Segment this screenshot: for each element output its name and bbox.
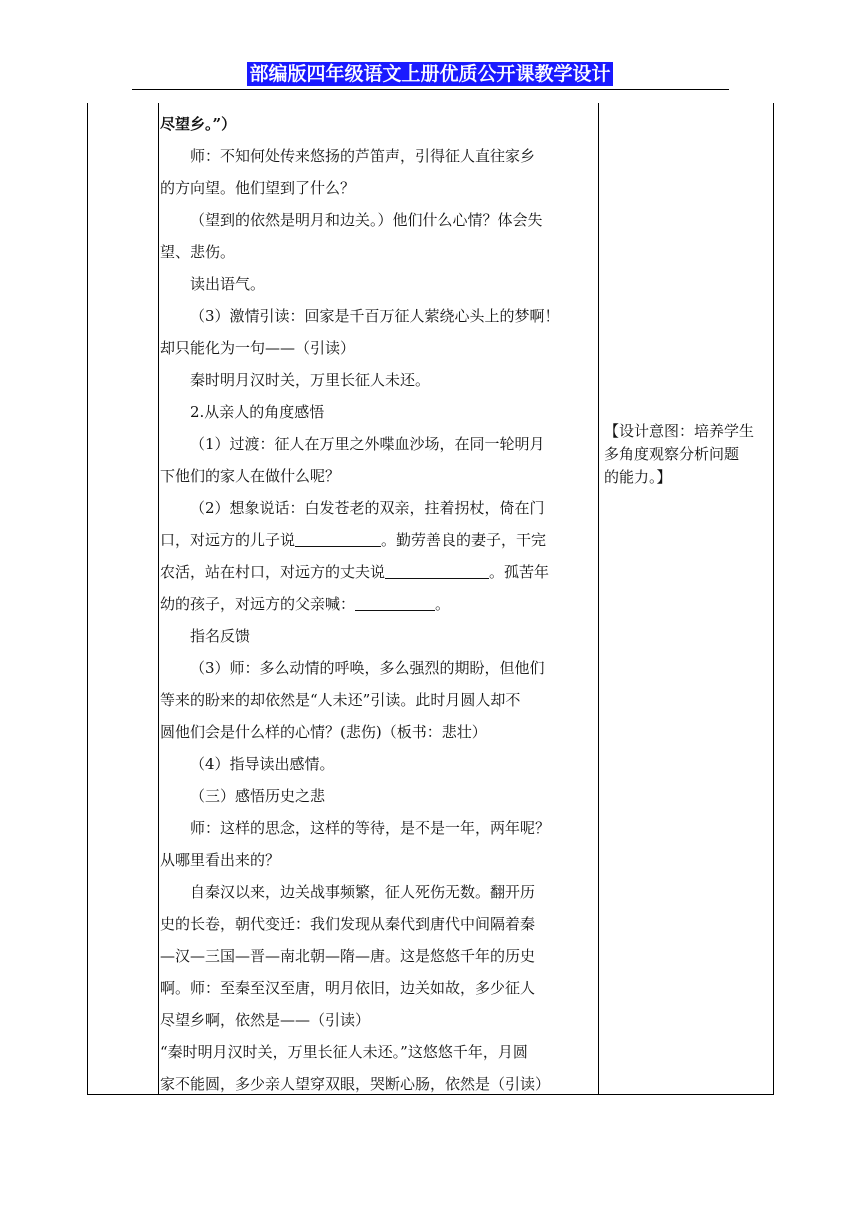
fill-in-blank — [385, 560, 489, 579]
document-header — [0, 62, 860, 86]
content-line: 尽望乡。”） — [160, 115, 237, 133]
content-line: 自秦汉以来，边关战事频繁，征人死伤无数。翻开历 — [190, 883, 536, 901]
content-line: “秦时明月汉时关，万里长征人未还。”这悠悠千年，月圆 — [160, 1043, 528, 1061]
table-left-border — [87, 103, 88, 1095]
line-text: 农活，站在村口，对远方的丈夫说 — [160, 563, 386, 581]
line-text: 。孤苦年 — [489, 563, 550, 581]
content-line — [160, 588, 596, 620]
content-line: （3）师：多么动情的呼唤，多么强烈的期盼，但他们 — [190, 659, 545, 677]
line-text: 。 — [435, 595, 451, 613]
content-line: （1）过渡：征人在万里之外喋血沙场，在同一轮明月 — [190, 435, 545, 453]
content-line: （三）感悟历史之悲 — [190, 787, 326, 805]
content-line: 史的长卷，朝代变迁：我们发现从秦代到唐代中间隔着秦 — [160, 915, 536, 933]
content-line: 指名反馈 — [190, 627, 251, 645]
line-text: 口，对远方的儿子说 — [160, 531, 296, 549]
content-line: 2.从亲人的角度感悟 — [190, 403, 325, 421]
side-note-line: 【设计意图：培养学生 — [604, 422, 755, 440]
table-right-border — [773, 103, 774, 1095]
header-title: 部编版四年级语文上册优质公开课教学设计 — [249, 63, 611, 85]
content-line: 却只能化为一句——（引读） — [160, 339, 356, 357]
content-line: 下他们的家人在做什么呢？ — [160, 467, 341, 485]
content-line: 家不能圆，多少亲人望穿双眼，哭断心肠，依然是（引读） — [160, 1075, 551, 1093]
side-note-line: 的能力。】 — [604, 468, 672, 486]
content-line: 圆他们会是什么样的心情？(悲伤)（板书：悲壮） — [160, 723, 487, 741]
content-line: 秦时明月汉时关，万里长征人未还。 — [190, 371, 431, 389]
content-line: 尽望乡啊，依然是——（引读） — [160, 1011, 371, 1029]
side-note-line: 多角度观察分析问题 — [604, 445, 740, 463]
fill-in-blank — [295, 528, 381, 547]
fill-in-blank — [355, 592, 435, 611]
line-text: 幼的孩子，对远方的父亲喊： — [160, 595, 356, 613]
content-line: 师：不知何处传来悠扬的芦笛声，引得征人直往家乡 — [190, 147, 536, 165]
line-text: 。勤劳善良的妻子，干完 — [381, 531, 547, 549]
content-line: 等来的盼来的却依然是“人未还”引读。此时月圆人却不 — [160, 691, 521, 709]
table-column-divider — [158, 103, 159, 1095]
content-line: 师：这样的思念，这样的等待，是不是一年，两年呢？ — [190, 819, 551, 837]
content-line: —汉—三国—晋—南北朝—隋—唐。这是悠悠千年的历史 — [160, 947, 536, 965]
content-line: 啊。师：至秦至汉至唐，明月依旧，边关如故，多少征人 — [160, 979, 536, 997]
content-line: （望到的依然是明月和边关。）他们什么心情？体会失 — [190, 211, 543, 229]
header-rule — [132, 89, 729, 90]
content-line: （3）激情引读：回家是千百万征人萦绕心头上的梦啊！ — [190, 307, 560, 325]
content-line — [160, 524, 596, 556]
content-line: 从哪里看出来的？ — [160, 851, 281, 869]
lesson-content-cell — [160, 108, 596, 1100]
content-line: 读出语气。 — [190, 275, 266, 293]
content-line: （4）指导读出感情。 — [190, 755, 335, 773]
design-intent-note — [604, 420, 772, 489]
content-line — [160, 556, 596, 588]
content-line: 望、悲伤。 — [160, 243, 236, 261]
table-column-divider — [598, 103, 599, 1095]
content-line: （2）想象说话：白发苍老的双亲，拄着拐杖，倚在门 — [190, 499, 545, 517]
content-line: 的方向望。他们望到了什么？ — [160, 179, 356, 197]
